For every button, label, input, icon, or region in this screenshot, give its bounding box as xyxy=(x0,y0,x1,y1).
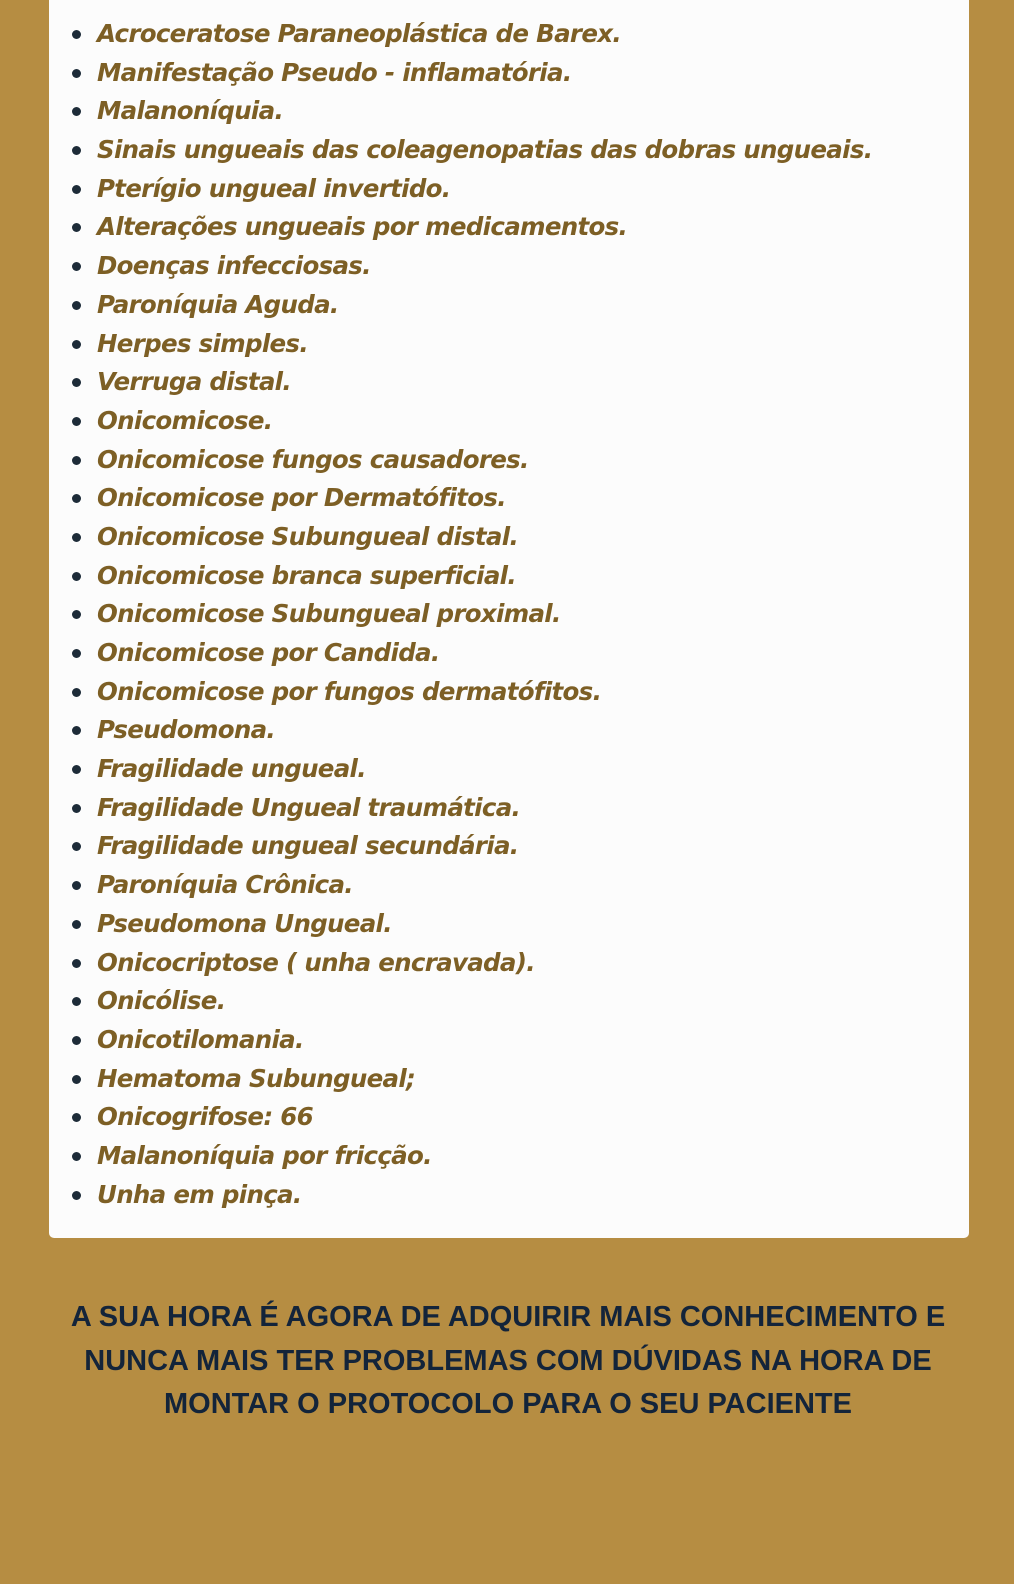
list-item-text: Pseudomona Ungueal. xyxy=(97,908,392,938)
list-item-text: Alterações ungueais por medicamentos. xyxy=(97,212,628,242)
list-item xyxy=(49,479,969,518)
list-item xyxy=(49,1137,969,1176)
list-item xyxy=(49,944,969,983)
list-item xyxy=(49,247,969,286)
bullet-icon xyxy=(72,301,81,310)
list-item xyxy=(49,673,969,712)
list-item-text: Malanoníquia por fricção. xyxy=(97,1140,432,1170)
list-item xyxy=(49,170,969,209)
list-item-text: Unha em pinça. xyxy=(97,1179,302,1209)
bullet-icon xyxy=(72,688,81,697)
bullet-icon xyxy=(72,1152,81,1161)
list-item xyxy=(49,789,969,828)
list-item xyxy=(49,54,969,93)
bullet-icon xyxy=(72,185,81,194)
list-item xyxy=(49,905,969,944)
list-item-text: Onicomicose fungos causadores. xyxy=(97,444,529,474)
bullet-icon xyxy=(72,842,81,851)
list-item xyxy=(49,363,969,402)
list-item xyxy=(49,827,969,866)
bullet-icon xyxy=(72,649,81,658)
list-item-text: Fragilidade ungueal. xyxy=(97,754,366,784)
list-item-text: Onicotilomania. xyxy=(97,1024,304,1054)
bullet-icon xyxy=(72,1113,81,1122)
list-item xyxy=(49,866,969,905)
bullet-icon xyxy=(72,1191,81,1200)
list-item xyxy=(49,518,969,557)
bullet-icon xyxy=(72,378,81,387)
list-item-text: Doenças infecciosas. xyxy=(97,251,371,281)
list-item-text: Onicomicose Subungueal proximal. xyxy=(97,599,561,629)
bullet-icon xyxy=(72,262,81,271)
bullet-icon xyxy=(72,804,81,813)
list-item xyxy=(49,1021,969,1060)
list-item xyxy=(49,1176,969,1215)
list-item xyxy=(49,595,969,634)
bullet-icon xyxy=(72,69,81,78)
list-item-text: Herpes simples. xyxy=(97,328,308,358)
list-item xyxy=(49,557,969,596)
bullet-icon xyxy=(72,494,81,503)
page-edge xyxy=(1014,0,1024,1584)
list-item xyxy=(49,711,969,750)
bullet-icon xyxy=(72,456,81,465)
list-item xyxy=(49,402,969,441)
list-item-text: Onicomicose Subungueal distal. xyxy=(97,521,519,551)
list-item xyxy=(49,131,969,170)
list-item xyxy=(49,286,969,325)
list-item xyxy=(49,441,969,480)
bullet-icon xyxy=(72,1036,81,1045)
bullet-icon xyxy=(72,146,81,155)
bullet-icon xyxy=(72,1075,81,1084)
bullet-icon xyxy=(72,533,81,542)
bullet-icon xyxy=(72,997,81,1006)
bullet-icon xyxy=(72,881,81,890)
list-item xyxy=(49,634,969,673)
list-item-text: Acroceratose Paraneoplástica de Barex. xyxy=(97,19,621,48)
list-item-text: Pterígio ungueal invertido. xyxy=(97,173,451,203)
list-item-text: Onicogrifose: 66 xyxy=(97,1102,313,1132)
list-item-text: Paroníquia Crônica. xyxy=(97,870,353,900)
bullet-icon xyxy=(72,572,81,581)
list-item xyxy=(49,982,969,1021)
list-item-text: Onicomicose por fungos dermatófitos. xyxy=(97,676,602,706)
bullet-icon xyxy=(72,726,81,735)
list-item xyxy=(49,92,969,131)
list-item-text: Manifestação Pseudo - inflamatória. xyxy=(97,57,572,87)
bullet-icon xyxy=(72,340,81,349)
list-item-text: Fragilidade ungueal secundária. xyxy=(97,831,519,861)
list-item xyxy=(49,208,969,247)
list-item-text: Verruga distal. xyxy=(97,367,291,397)
list-item-text: Onicomicose branca superficial. xyxy=(97,560,516,590)
bullet-icon xyxy=(72,610,81,619)
list-item xyxy=(49,750,969,789)
list-item xyxy=(49,1098,969,1137)
list-item-text: Onicomicose. xyxy=(97,405,273,435)
list-item-text: Fragilidade Ungueal traumática. xyxy=(97,792,521,822)
list-item-text: Onicólise. xyxy=(97,986,226,1016)
list-item xyxy=(49,15,969,54)
bullet-icon xyxy=(72,223,81,232)
list-item-text: Onicomicose por Dermatófitos. xyxy=(97,483,506,513)
list-item-text: Malanoníquia. xyxy=(97,96,284,126)
list-item-text: Onicomicose por Candida. xyxy=(97,638,440,667)
topics-card xyxy=(49,0,969,1238)
list-item xyxy=(49,1060,969,1099)
list-item-text: Hematoma Subungueal; xyxy=(97,1063,416,1093)
bullet-icon xyxy=(72,959,81,968)
bullet-icon xyxy=(72,107,81,116)
list-item-text: Sinais ungueais das coleagenopatias das dobras ungueais. xyxy=(97,135,873,165)
bullet-icon xyxy=(72,30,81,39)
bullet-icon xyxy=(72,417,81,426)
list-item-text: Onicocriptose ( unha encravada). xyxy=(97,947,535,977)
bullet-icon xyxy=(72,765,81,774)
list-item-text: Paroníquia Aguda. xyxy=(97,289,339,319)
call-to-action-heading: A SUA HORA É AGORA DE ADQUIRIR MAIS CONHECIMENTO E NUNCA MAIS TER PROBLEMAS COM DÚVIDAS NA HORA DE MONTAR O PROTOCOLO PARA O SEU PACIENTE xyxy=(70,1301,946,1420)
list-item xyxy=(49,325,969,364)
topic-list xyxy=(49,15,969,1214)
list-item-text: Pseudomona. xyxy=(97,715,276,745)
bullet-icon xyxy=(72,920,81,929)
